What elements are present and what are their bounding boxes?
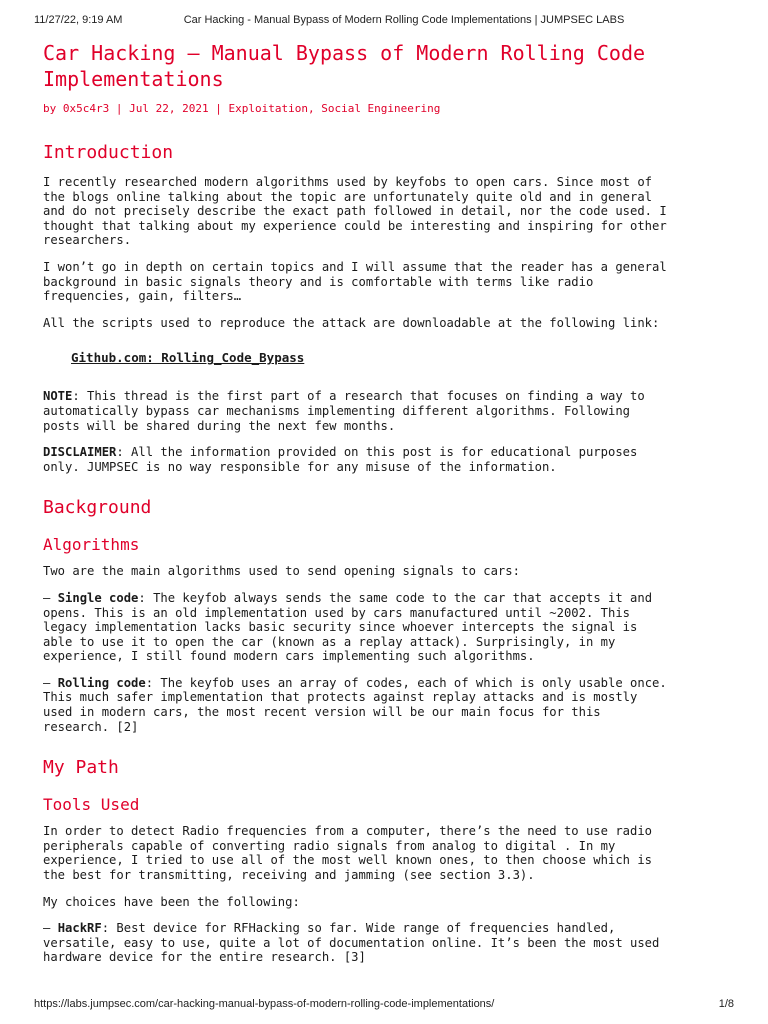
heading-background: Background — [43, 497, 152, 519]
heading-tools-used: Tools Used — [43, 795, 140, 815]
print-page-title: Car Hacking - Manual Bypass of Modern Rolling Code Implementations | JUMPSEC LABS — [183, 14, 625, 26]
intro-paragraph-2: I won’t go in depth on certain topics and I will assume that the reader has a general background in basic signals theory and is comfortable with terms like radio frequencies, gain, filters… — [43, 259, 667, 304]
meta-by: by — [43, 102, 57, 115]
meta-separator: | — [215, 102, 222, 115]
rolling-code-paragraph: – Rolling code: The keyfob uses an array of codes, each of which is only usable once. This much safer implementation that protects against replay attacks and is mostly used in modern cars, the most recent version will be our main focus for this research. [2] — [43, 675, 667, 734]
algorithms-intro: Two are the main algorithms used to send opening signals to cars: — [43, 564, 520, 579]
single-code-paragraph: – Single code: The keyfob always sends the same code to the car that accepts it and opens. This is an old implementation used by cars manufactured until ~2002. This legacy implementation lacks basic security since whoever intercepts the signal is able to use it to open the car (known as a replay attack). Surprisingly, in my experience, I still found modern cars implementing such algorithms. — [43, 590, 653, 664]
intro-paragraph-3: All the scripts used to reproduce the attack are downloadable at the following link: — [43, 315, 660, 330]
single-code-label: Single code — [57, 590, 139, 605]
author-link[interactable]: 0x5c4r3 — [62, 102, 110, 115]
hackrf-label: HackRF — [57, 921, 102, 936]
heading-my-path: My Path — [43, 757, 119, 779]
disclaimer-label: DISCLAIMER — [43, 445, 117, 460]
hackrf-paragraph: – HackRF: Best device for RFHacking so far. Wide range of frequencies handled, versatile, easy to use, quite a lot of documentation online. It’s been the most used hardware device for the entire research. [3] — [43, 921, 660, 965]
title-line-1: Car Hacking – Manual Bypass of Modern Rolling Code — [43, 41, 646, 65]
note-paragraph: NOTE: This thread is the first part of a research that focuses on finding a way to automatically bypass car mechanisms implementing different algorithms. Following posts will be shared during the next few months. — [43, 389, 645, 433]
tools-paragraph-1: In order to detect Radio frequencies from a computer, there’s the need to use radio peripherals capable of converting radio signals from analog to digital . In my experience, I tried to use all of the most well known ones, to then choose which is the best for transmitting, receiving and jamming (see section 3.3). — [43, 824, 653, 883]
tools-paragraph-2: My choices have been the following: — [43, 894, 300, 909]
article-title — [43, 40, 733, 92]
meta-separator: | — [115, 102, 123, 115]
github-link[interactable]: Github.com: Rolling_Code_Bypass — [71, 350, 305, 366]
category-link-social-engineering[interactable]: Social Engineering — [321, 102, 441, 115]
disclaimer-paragraph: DISCLAIMER: All the information provided on this post is for educational purposes only. JUMPSEC is no way responsible for any misuse of the information. — [43, 445, 638, 474]
print-date: 11/27/22, 9:19 AM — [34, 14, 123, 26]
category-link-exploitation[interactable]: Exploitation — [228, 102, 308, 115]
intro-paragraph-1: I recently researched modern algorithms used by keyfobs to open cars. Since most of the blogs online talking about the topic are unfortunately quite old and in general and do not precisely describe the exact path followed in detail, nor the code used. I thought that talking about my experience could be interesting and inspiring for other researchers. — [43, 175, 667, 248]
article — [43, 40, 733, 977]
note-label: NOTE — [43, 389, 73, 404]
print-url: https://labs.jumpsec.com/car-hacking-manual-bypass-of-modern-rolling-code-implementations/ — [34, 998, 495, 1010]
page-number: 1/8 — [718, 998, 734, 1010]
heading-introduction: Introduction — [43, 142, 174, 163]
title-line-2: Implementations — [43, 67, 224, 91]
rolling-code-label: Rolling code — [57, 675, 146, 690]
publish-date: Jul 22, 2021 — [129, 102, 209, 115]
meta-comma: , — [307, 102, 315, 115]
article-meta — [43, 102, 733, 115]
heading-algorithms: Algorithms — [43, 535, 140, 555]
